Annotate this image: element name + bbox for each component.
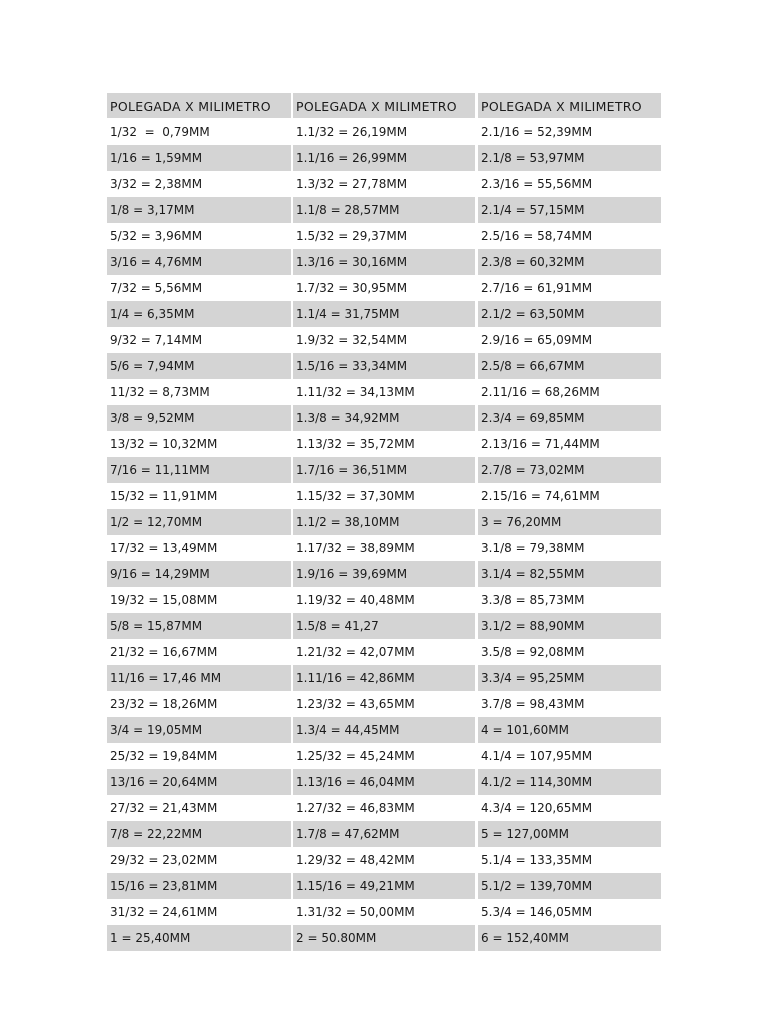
table-cell: 31/32 = 24,61MM — [110, 905, 218, 919]
table-cell: 5.1/2 = 139,70MM — [478, 873, 661, 899]
table-row — [107, 249, 661, 275]
table-cell: 9/16 = 14,29MM — [107, 561, 291, 587]
table-cell: 1.21/32 = 42,07MM — [296, 645, 415, 659]
table-row — [107, 795, 661, 821]
table-cell: 1.9/16 = 39,69MM — [293, 561, 475, 587]
table-cell: 1.7/16 = 36,51MM — [293, 457, 475, 483]
table-cell: 3/16 = 4,76MM — [107, 249, 291, 275]
table-cell: 1.9/32 = 32,54MM — [296, 333, 408, 347]
conversion-table — [107, 93, 661, 951]
table-cell: 17/32 = 13,49MM — [110, 541, 218, 555]
table-cell: 1/32 = 0,79MM — [110, 125, 210, 139]
table-row — [107, 275, 661, 301]
table-cell: 2.11/16 = 68,26MM — [481, 385, 600, 399]
table-cell: 1.27/32 = 46,83MM — [296, 801, 415, 815]
table-row — [107, 769, 661, 795]
table-cell: 5 = 127,00MM — [478, 821, 661, 847]
table-row — [107, 613, 661, 639]
table-row — [107, 821, 661, 847]
table-cell: 4.3/4 = 120,65MM — [481, 801, 593, 815]
table-cell: 3 = 76,20MM — [478, 509, 661, 535]
table-cell: 1/2 = 12,70MM — [107, 509, 291, 535]
table-row — [107, 457, 661, 483]
column-header: POLEGADA X MILIMETRO — [293, 93, 475, 118]
table-cell: 2.1/2 = 63,50MM — [478, 301, 661, 327]
table-cell: 1.5/32 = 29,37MM — [296, 229, 408, 243]
table-cell: 1.11/16 = 42,86MM — [293, 665, 475, 691]
table-cell: 5/8 = 15,87MM — [107, 613, 291, 639]
table-cell: 1.1/32 = 26,19MM — [296, 125, 408, 139]
table-row — [107, 717, 661, 743]
table-cell: 2.3/16 = 55,56MM — [481, 177, 593, 191]
table-row — [107, 743, 661, 769]
table-row — [107, 301, 661, 327]
table-cell: 4 = 101,60MM — [478, 717, 661, 743]
table-cell: 1.3/16 = 30,16MM — [293, 249, 475, 275]
table-row — [107, 509, 661, 535]
table-cell: 1/4 = 6,35MM — [107, 301, 291, 327]
table-cell: 2.7/8 = 73,02MM — [478, 457, 661, 483]
table-cell: 1.3/8 = 34,92MM — [293, 405, 475, 431]
table-cell: 1 = 25,40MM — [107, 925, 291, 951]
table-cell: 2.1/4 = 57,15MM — [478, 197, 661, 223]
table-cell: 2.13/16 = 71,44MM — [481, 437, 600, 451]
table-cell: 1.1/8 = 28,57MM — [293, 197, 475, 223]
table-cell: 1.11/32 = 34,13MM — [296, 385, 415, 399]
table-cell: 1.15/32 = 37,30MM — [296, 489, 415, 503]
column-header: POLEGADA X MILIMETRO — [107, 93, 291, 118]
table-row — [107, 353, 661, 379]
table-cell: 25/32 = 19,84MM — [110, 749, 218, 763]
table-cell: 11/16 = 17,46 MM — [107, 665, 291, 691]
table-cell: 27/32 = 21,43MM — [110, 801, 218, 815]
table-cell: 1.5/16 = 33,34MM — [293, 353, 475, 379]
table-cell: 2.15/16 = 74,61MM — [481, 489, 600, 503]
table-row — [107, 925, 661, 951]
table-cell: 19/32 = 15,08MM — [110, 593, 218, 607]
table-cell: 3/4 = 19,05MM — [107, 717, 291, 743]
table-cell: 1.7/8 = 47,62MM — [293, 821, 475, 847]
table-cell: 4.1/2 = 114,30MM — [478, 769, 661, 795]
table-cell: 2 = 50.80MM — [293, 925, 475, 951]
table-cell: 3.5/8 = 92,08MM — [481, 645, 585, 659]
table-row — [107, 665, 661, 691]
table-cell: 1.3/32 = 27,78MM — [296, 177, 408, 191]
table-cell: 2.1/16 = 52,39MM — [481, 125, 593, 139]
table-row — [107, 197, 661, 223]
table-cell: 7/32 = 5,56MM — [110, 281, 203, 295]
table-cell: 23/32 = 18,26MM — [110, 697, 218, 711]
table-row — [107, 639, 661, 665]
table-cell: 1.13/32 = 35,72MM — [296, 437, 415, 451]
table-cell: 29/32 = 23,02MM — [110, 853, 218, 867]
table-cell: 4.1/4 = 107,95MM — [481, 749, 593, 763]
table-cell: 1/8 = 3,17MM — [107, 197, 291, 223]
table-cell: 11/32 = 8,73MM — [110, 385, 210, 399]
table-cell: 3.1/4 = 82,55MM — [478, 561, 661, 587]
table-cell: 1.17/32 = 38,89MM — [296, 541, 415, 555]
table-cell: 1.13/16 = 46,04MM — [293, 769, 475, 795]
table-row — [107, 327, 661, 353]
table-cell: 3.3/4 = 95,25MM — [478, 665, 661, 691]
table-cell: 1.25/32 = 45,24MM — [296, 749, 415, 763]
table-row — [107, 171, 661, 197]
table-cell: 7/16 = 11,11MM — [107, 457, 291, 483]
table-row — [107, 899, 661, 925]
table-cell: 3/32 = 2,38MM — [110, 177, 203, 191]
table-cell: 2.5/8 = 66,67MM — [478, 353, 661, 379]
table-cell: 9/32 = 7,14MM — [110, 333, 203, 347]
table-cell: 5/32 = 3,96MM — [110, 229, 203, 243]
table-cell: 1.1/2 = 38,10MM — [293, 509, 475, 535]
table-cell: 3.1/8 = 79,38MM — [481, 541, 585, 555]
table-cell: 15/16 = 23,81MM — [107, 873, 291, 899]
table-row — [107, 483, 661, 509]
table-cell: 3.3/8 = 85,73MM — [481, 593, 585, 607]
column-header: POLEGADA X MILIMETRO — [478, 93, 661, 118]
table-cell: 3.7/8 = 98,43MM — [481, 697, 585, 711]
table-cell: 1.15/16 = 49,21MM — [293, 873, 475, 899]
table-cell: 15/32 = 11,91MM — [110, 489, 218, 503]
table-cell: 2.5/16 = 58,74MM — [481, 229, 593, 243]
table-cell: 1.31/32 = 50,00MM — [296, 905, 415, 919]
table-cell: 1/16 = 1,59MM — [107, 145, 291, 171]
table-row — [107, 379, 661, 405]
table-row — [107, 223, 661, 249]
table-row — [107, 119, 661, 145]
table-body — [107, 119, 661, 951]
table-cell: 1.1/4 = 31,75MM — [293, 301, 475, 327]
table-cell: 5/6 = 7,94MM — [107, 353, 291, 379]
table-cell: 2.9/16 = 65,09MM — [481, 333, 593, 347]
table-row — [107, 405, 661, 431]
table-cell: 1.7/32 = 30,95MM — [296, 281, 408, 295]
table-cell: 6 = 152,40MM — [478, 925, 661, 951]
table-row — [107, 873, 661, 899]
table-cell: 2.3/4 = 69,85MM — [478, 405, 661, 431]
table-cell: 2.3/8 = 60,32MM — [478, 249, 661, 275]
table-cell: 5.1/4 = 133,35MM — [481, 853, 593, 867]
table-cell: 2.1/8 = 53,97MM — [478, 145, 661, 171]
table-row — [107, 535, 661, 561]
table-cell: 21/32 = 16,67MM — [110, 645, 218, 659]
table-cell: 2.7/16 = 61,91MM — [481, 281, 593, 295]
table-row — [107, 561, 661, 587]
table-cell: 1.3/4 = 44,45MM — [293, 717, 475, 743]
table-cell: 13/16 = 20,64MM — [107, 769, 291, 795]
table-cell: 1.5/8 = 41,27 — [293, 613, 475, 639]
table-cell: 7/8 = 22,22MM — [107, 821, 291, 847]
table-row — [107, 691, 661, 717]
table-row — [107, 431, 661, 457]
table-row — [107, 847, 661, 873]
table-row — [107, 587, 661, 613]
table-cell: 1.29/32 = 48,42MM — [296, 853, 415, 867]
table-cell: 3/8 = 9,52MM — [107, 405, 291, 431]
table-cell: 1.19/32 = 40,48MM — [296, 593, 415, 607]
table-cell: 3.1/2 = 88,90MM — [478, 613, 661, 639]
table-cell: 1.1/16 = 26,99MM — [293, 145, 475, 171]
table-row — [107, 145, 661, 171]
table-header-row — [107, 93, 661, 118]
table-cell: 5.3/4 = 146,05MM — [481, 905, 593, 919]
table-cell: 13/32 = 10,32MM — [110, 437, 218, 451]
table-cell: 1.23/32 = 43,65MM — [296, 697, 415, 711]
